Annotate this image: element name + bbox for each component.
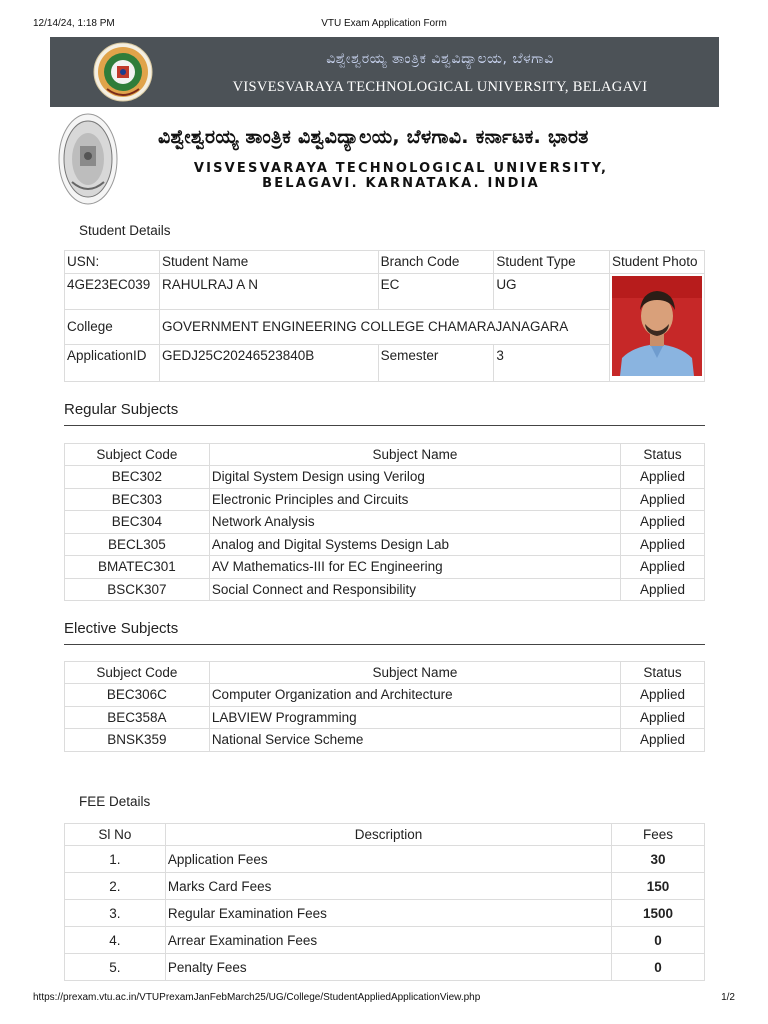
subject-code: BNSK359 (65, 729, 210, 752)
usn-value: 4GE23EC039 (65, 274, 160, 310)
subject-code: BEC358A (65, 706, 210, 729)
student-name-label: Student Name (159, 251, 378, 274)
letterhead-english-line1: VISVESVARAYA TECHNOLOGICAL UNIVERSITY, (193, 161, 609, 176)
table-row (65, 684, 705, 707)
subject-name: National Service Scheme (209, 729, 620, 752)
banner-english-name: VISVESVARAYA TECHNOLOGICAL UNIVERSITY, BELAGAVI (232, 79, 648, 95)
col-fees: Fees (612, 824, 705, 846)
regular-subjects-heading: Regular Subjects (64, 401, 705, 426)
col-status: Status (621, 662, 705, 684)
elective-subjects-table (64, 661, 705, 752)
table-row (65, 900, 705, 927)
subject-status: Applied (621, 706, 705, 729)
fee-sl-no: 5. (65, 954, 166, 981)
subject-name: Analog and Digital Systems Design Lab (209, 533, 620, 556)
elective-subjects-heading: Elective Subjects (64, 620, 705, 645)
subject-code: BMATEC301 (65, 556, 210, 579)
subject-status: Applied (621, 684, 705, 707)
student-name-value: RAHULRAJ A N (159, 274, 378, 310)
fee-sl-no: 3. (65, 900, 166, 927)
fee-description: Marks Card Fees (165, 873, 611, 900)
college-value: GOVERNMENT ENGINEERING COLLEGE CHAMARAJANAGARA (159, 309, 609, 345)
col-subject-code: Subject Code (65, 662, 210, 684)
table-row (65, 533, 705, 556)
subject-status: Applied (621, 578, 705, 601)
student-photo (612, 276, 702, 376)
student-details-heading: Student Details (79, 223, 171, 238)
print-page-number: 1/2 (721, 992, 735, 1003)
fee-description: Regular Examination Fees (165, 900, 611, 927)
application-id-label: ApplicationID (65, 345, 160, 382)
student-photo-cell (609, 274, 704, 382)
fee-description: Application Fees (165, 846, 611, 873)
subject-code: BECL305 (65, 533, 210, 556)
table-row (65, 578, 705, 601)
letterhead-kannada-name: ವಿಶ್ವೇಶ್ವರಯ್ಯ ತಾಂತ್ರಿಕ ವಿಶ್ವವಿದ್ಯಾಲಯ, ಬೆಳಗಾವಿ. ಕರ್ನಾಟಕ. ಭಾರತ (158, 126, 589, 148)
table-row (65, 954, 705, 981)
university-banner (50, 37, 719, 107)
subject-name: AV Mathematics-III for EC Engineering (209, 556, 620, 579)
col-subject-name: Subject Name (209, 662, 620, 684)
vtu-logo-icon (93, 39, 153, 105)
subject-status: Applied (621, 729, 705, 752)
subject-name: Digital System Design using Verilog (209, 466, 620, 489)
student-type-label: Student Type (494, 251, 610, 274)
semester-label: Semester (378, 345, 494, 382)
subject-code: BEC303 (65, 488, 210, 511)
fee-amount: 30 (612, 846, 705, 873)
letterhead-english-line2: BELAGAVI. KARNATAKA. INDIA (262, 176, 540, 191)
subject-status: Applied (621, 533, 705, 556)
table-row (65, 488, 705, 511)
banner-kannada-name: ವಿಶ್ವೇಶ್ವರಯ್ಯ ತಾಂತ್ರಿಕ ವಿಶ್ವವಿದ್ಯಾಲಯ, ಬೆಳಗಾವಿ (326, 51, 554, 67)
fee-details-heading: FEE Details (79, 794, 151, 809)
fee-description: Arrear Examination Fees (165, 927, 611, 954)
print-url: https://prexam.vtu.ac.in/VTUPrexamJanFebMarch25/UG/College/StudentAppliedApplicationView.php (33, 992, 481, 1003)
subject-code: BEC302 (65, 466, 210, 489)
print-datetime: 12/14/24, 1:18 PM (33, 18, 115, 29)
student-photo-label: Student Photo (609, 251, 704, 274)
table-row (65, 729, 705, 752)
print-header (0, 18, 768, 32)
fee-details-table (64, 823, 705, 981)
table-row (65, 846, 705, 873)
subject-status: Applied (621, 488, 705, 511)
semester-value: 3 (494, 345, 610, 382)
college-label: College (65, 309, 160, 345)
table-row (65, 556, 705, 579)
fee-sl-no: 1. (65, 846, 166, 873)
subject-name: Computer Organization and Architecture (209, 684, 620, 707)
application-id-value: GEDJ25C20246523840B (159, 345, 378, 382)
subject-code: BEC304 (65, 511, 210, 534)
fee-amount: 0 (612, 954, 705, 981)
col-status: Status (621, 444, 705, 466)
vtu-emblem-icon (58, 112, 118, 206)
fee-sl-no: 2. (65, 873, 166, 900)
fee-amount: 150 (612, 873, 705, 900)
table-row (65, 511, 705, 534)
fee-amount: 1500 (612, 900, 705, 927)
col-description: Description (165, 824, 611, 846)
table-row (65, 873, 705, 900)
print-footer (0, 992, 768, 1006)
student-type-value: UG (494, 274, 610, 310)
subject-name: LABVIEW Programming (209, 706, 620, 729)
usn-label: USN: (65, 251, 160, 274)
branch-code-value: EC (378, 274, 494, 310)
university-letterhead (58, 112, 658, 208)
student-details-table (64, 250, 705, 382)
subject-name: Social Connect and Responsibility (209, 578, 620, 601)
regular-subjects-table (64, 443, 705, 601)
col-subject-name: Subject Name (209, 444, 620, 466)
subject-status: Applied (621, 511, 705, 534)
subject-name: Electronic Principles and Circuits (209, 488, 620, 511)
subject-code: BSCK307 (65, 578, 210, 601)
table-row (65, 927, 705, 954)
table-row (65, 706, 705, 729)
subject-status: Applied (621, 556, 705, 579)
print-doc-title: VTU Exam Application Form (321, 18, 447, 29)
table-row (65, 466, 705, 489)
col-sl-no: Sl No (65, 824, 166, 846)
subject-name: Network Analysis (209, 511, 620, 534)
col-subject-code: Subject Code (65, 444, 210, 466)
fee-amount: 0 (612, 927, 705, 954)
fee-sl-no: 4. (65, 927, 166, 954)
branch-code-label: Branch Code (378, 251, 494, 274)
subject-status: Applied (621, 466, 705, 489)
fee-description: Penalty Fees (165, 954, 611, 981)
subject-code: BEC306C (65, 684, 210, 707)
